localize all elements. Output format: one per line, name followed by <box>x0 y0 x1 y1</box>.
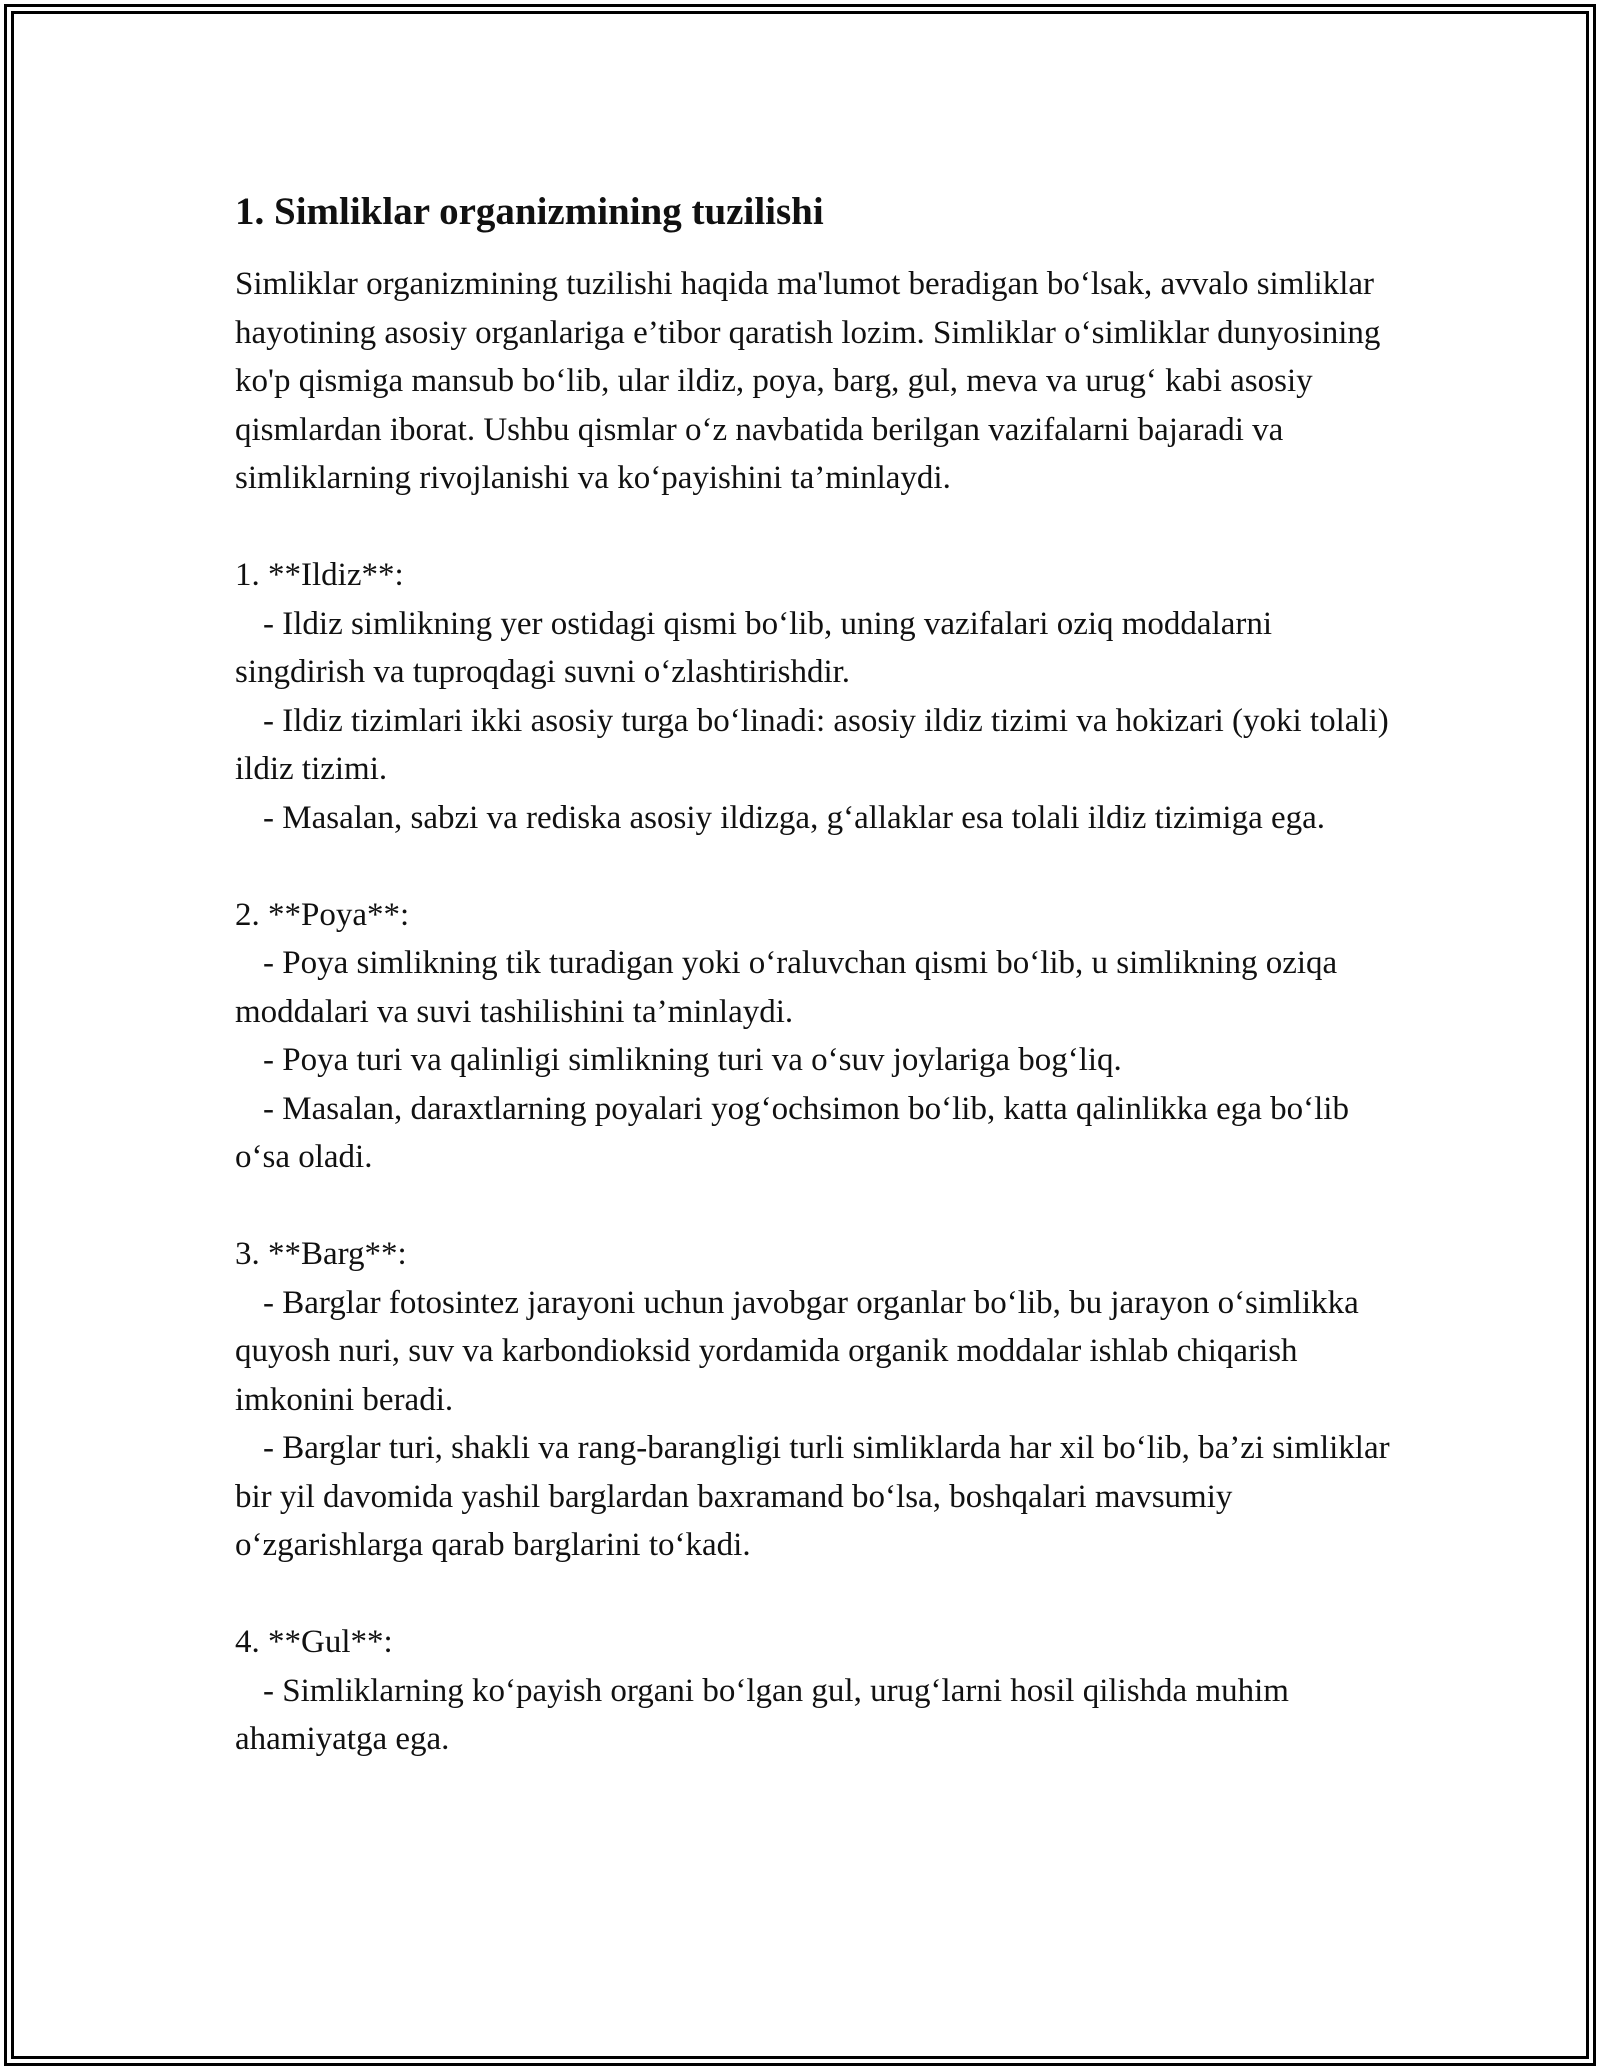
section-heading: 1. **Ildiz**: <box>235 557 404 593</box>
list-item: - Ildiz tizimlari ikki asosiy turga bo‘linadi: asosiy ildiz tizimi va hokizari (yoki tolali) ildiz tizimi. <box>235 702 1389 787</box>
section-gul <box>235 1618 1395 1764</box>
list-item: - Barglar fotosintez jarayoni uchun javobgar organlar bo‘lib, bu jarayon o‘simlikka quyosh nuri, suv va karbondioksid yordamida organik moddalar ishlab chiqarish imkonini beradi. <box>235 1284 1359 1418</box>
list-item: - Barglar turi, shakli va rang-barangligi turli simliklarda har xil bo‘lib, ba’zi simliklar bir yil davomida yashil barglardan baxramand bo‘lsa, boshqalari mavsumiy o‘zgarishlarga qarab barglarini to‘kadi. <box>235 1430 1390 1563</box>
list-item: - Masalan, daraxtlarning poyalari yog‘ochsimon bo‘lib, katta qalinlikka ega bo‘lib o‘sa oladi. <box>235 1090 1349 1175</box>
list-item: - Masalan, sabzi va rediska asosiy ildizga, g‘allaklar esa tolali ildiz tizimiga ega. <box>263 799 1326 836</box>
intro-paragraph: Simliklar organizmining tuzilishi haqida ma'lumot beradigan bo‘lsak, avvalo simliklar hayotining asosiy organlariga e’tibor qaratish lozim. Simliklar o‘simliklar dunyosining ko'p qismiga mansub bo‘lib, ular ildiz, poya, barg, gul, meva va urug‘ kabi asosiy qismlardan iborat. Ushbu qismlar o‘z navbatida berilgan vazifalarni bajaradi va simliklarning rivojlanishi va ko‘payishini ta’minlaydi. <box>235 266 1389 496</box>
section-ildiz <box>235 551 1395 842</box>
section-heading: 3. **Barg**: <box>235 1236 407 1272</box>
list-item: - Poya turi va qalinligi simlikning turi va o‘suv joylariga bog‘liq. <box>263 1042 1122 1078</box>
document-body <box>235 188 1395 1764</box>
document-title: 1. Simliklar organizmining tuzilishi <box>235 190 824 233</box>
list-item: - Ildiz simlikning yer ostidagi qismi bo‘lib, uning vazifalari oziq moddalarni singdirish va tuproqdagi suvni o‘zlashtirishdir. <box>235 605 1273 690</box>
section-poya <box>235 891 1395 1182</box>
section-heading: 4. **Gul**: <box>235 1624 393 1660</box>
list-item: - Simliklarning ko‘payish organi bo‘lgan gul, urug‘larni hosil qilishda muhim ahamiyatga ega. <box>235 1672 1289 1757</box>
section-barg <box>235 1230 1395 1570</box>
section-heading: 2. **Poya**: <box>235 896 410 933</box>
list-item: - Poya simlikning tik turadigan yoki o‘raluvchan qismi bo‘lib, u simlikning oziqa moddalari va suvi tashilishini ta’minlaydi. <box>235 945 1338 1030</box>
